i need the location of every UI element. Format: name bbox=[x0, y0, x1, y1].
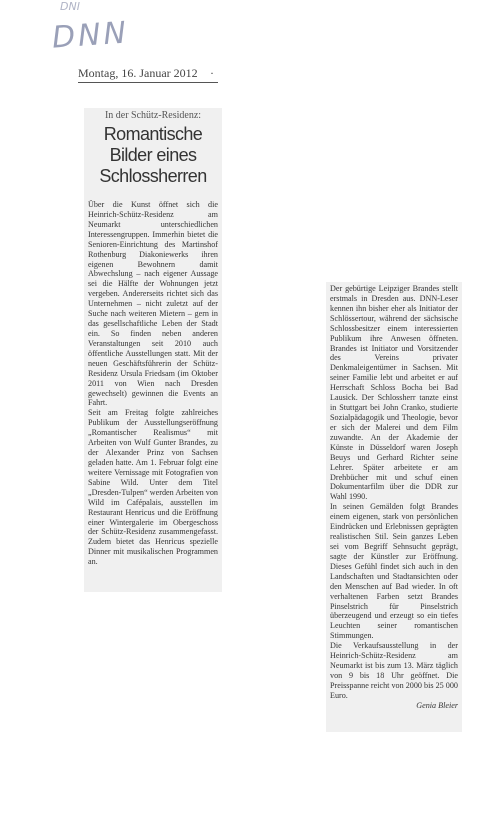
headline-line: Schlossherren bbox=[99, 166, 207, 186]
body-paragraph: Über die Kunst öffnet sich die Heinrich-Schütz-Residenz am Neumarkt unterschiedlichen Interessengruppen. Immerhin bietet die Senioren-Einrichtung des Martinshof Rothenburg Diakoniewerks ihren eigenen Bewohnern damit Abwechslung – nach eigener Aussage sei die Hälfte der Wohnungen jetzt vergeben. Andererseits richtet sich das Unternehmen – nicht zuletzt auf der Suche nach weiteren Mietern – gern in das gesellschaftliche Leben der Stadt ein. So finden neben anderen Veranstaltungen seit 2010 auch öffentliche Ausstellungen statt. Mit der neuen Geschäftsführerin der Schütz-Residenz Ursula Friedsam (im Oktober 2011 von Wien nach Dresden gewechselt) gewinnen die Events an Fahrt. bbox=[88, 200, 218, 408]
dateline-rule bbox=[78, 82, 218, 83]
body-paragraph: In seinen Gemälden folgt Brandes einem eigenen, stark von persönlichen Eindrücken und Erlebnissen geprägten realistischen Stil. Sein ganzes Leben sei vom Begriff Sehnsucht geprägt, sagte der Künstler zur Eröffnung. Dieses Gefühl findet sich auch in den Landschaften und Stadtansichten oder den Menschen auf Bad wieder. In oft verhaltenen Farben setzt Brandes Pinselstrich für Pinselstrich überzeugend und erzeugt so ein tiefes Leuchten seiner romantischen Stimmungen. bbox=[330, 502, 458, 641]
article-kicker: In der Schütz-Residenz: bbox=[104, 110, 202, 121]
headline-line: Bilder eines bbox=[109, 145, 197, 165]
article-headline bbox=[84, 124, 222, 187]
body-paragraph: Der gebürtige Leipziger Brandes stellt erstmals in Dresden aus. DNN-Leser kennen ihn bisher eher als Initiator der Schlössertour, während der sächsische Schlossbesitzer einem interessierten Publikum ihre Anwesen öffneten. Brandes ist Initiator und Vorsitzender des Vereins privater Denkmaleigentümer in Sachsen. Mit seiner Familie lebt und arbeitet er auf Herrschaft Schloss Bocha bei Bad Lausick. Der Schlossherr tanzte einst in Stuttgart bei John Cranko, studierte Sozialpädagogik und Theologie, bevor er sich der Malerei und dem Film zuwandte. An der Akademie der Künste in Düsseldorf waren Joseph Beuys und Gerhard Richter seine Lehrer. Später arbeitete er am Drehbücher mit und schuf einen Dokumentarfilm über die DDR zur Wahl 1990. bbox=[330, 284, 458, 502]
handwritten-note: DNN bbox=[50, 15, 131, 56]
article-body-left bbox=[88, 200, 218, 567]
article-author: Genia Bleier bbox=[416, 700, 458, 710]
body-paragraph: Die Verkaufsausstellung in der Heinrich-Schütz-Residenz am Neumarkt ist bis zum 13. März täglich von 9 bis 18 Uhr geöffnet. Die Preisspanne reicht von 2000 bis 25 000 Euro. bbox=[330, 641, 458, 700]
headline-line: Romantische bbox=[103, 124, 203, 144]
dateline: Montag, 16. Januar 2012 bbox=[78, 66, 198, 80]
body-paragraph: Seit am Freitag folgte zahlreiches Publikum der Ausstellungseröffnung „Romantischer Realismus“ mit Arbeiten von Wulf Gunter Brandes, zu der Alexander Prinz von Sachsen geladen hatte. Am 1. Februar folgt eine weitere Vernissage mit Fotografien von Sabine Wild. Unter dem Titel „Dresden-Tulpen“ werden Arbeiten von Wild im Cafépalais, ausstellen im Restaurant Henricus und die Eröffnung einer Wintergalerie im Obergeschoss der Schütz-Residenz zusammengefasst. Zudem bietet das Henricus spezielle Dinner mit musikalischen Programmen an. bbox=[88, 408, 218, 567]
handwritten-note-top: DNI bbox=[60, 0, 80, 13]
article-body-right bbox=[330, 284, 458, 711]
dateline-dot: · bbox=[210, 66, 214, 80]
